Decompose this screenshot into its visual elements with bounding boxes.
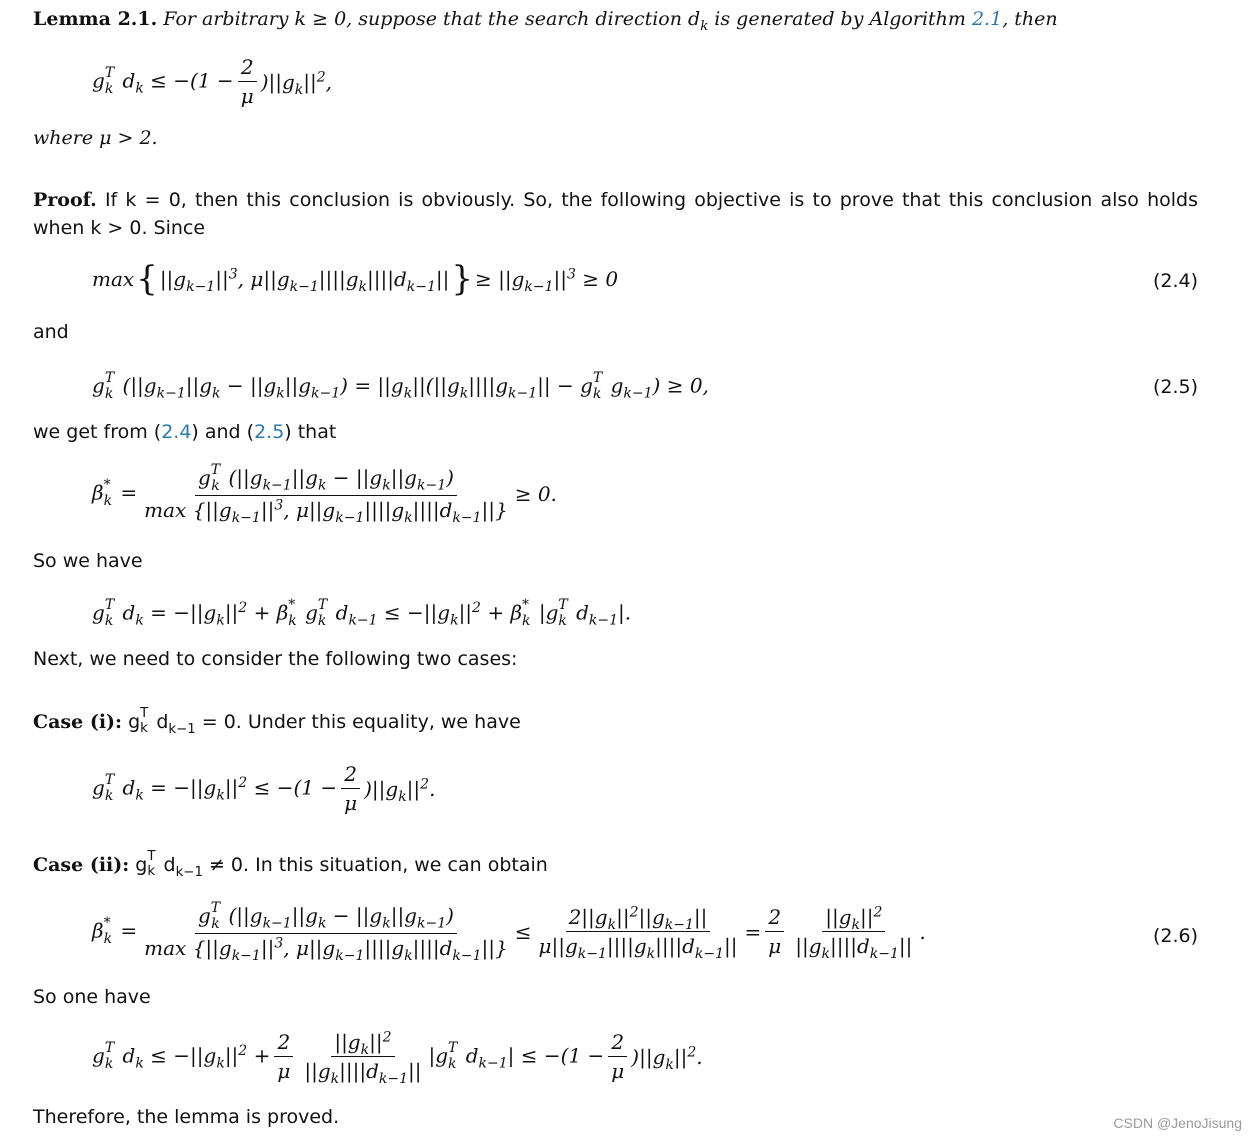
fraction bbox=[341, 762, 360, 815]
denominator: $||g_k||||d_{k-1}||$ bbox=[795, 934, 913, 962]
numerator: $2||g_k||^2||g_{k-1}||$ bbox=[566, 905, 711, 932]
we-get-text bbox=[33, 421, 336, 443]
denominator: μ bbox=[240, 84, 254, 108]
numerator: $||g_k||^2$ bbox=[822, 905, 885, 932]
equation-final bbox=[92, 1029, 703, 1087]
case-2 bbox=[33, 849, 548, 880]
eq-part: g T k $d_k = -||g_k||^2 \le -(1$ − bbox=[92, 771, 338, 804]
eq-part: g T k $d_k \le -||g_k||^2$ + bbox=[92, 1039, 271, 1072]
fraction bbox=[301, 1029, 424, 1087]
eq-part: β * k = bbox=[92, 914, 138, 947]
text: we get from ( bbox=[33, 421, 162, 443]
numerator: 2 bbox=[341, 762, 360, 789]
text: ) that bbox=[284, 421, 337, 443]
eq-part: g T k $d_k = -||g_k||^2 + \beta$ * k g T k $d_{k-1} \le -||g_k||^2 + \beta$ * k |g T k $d_{k-1}|$. bbox=[92, 597, 632, 629]
case-text: g T k $d_{k-1} = 0$. Under this equality, we have bbox=[122, 706, 521, 737]
numerator: g T k $(||g_{k-1}||g_k - ||g_k||g_{k-1})$ bbox=[195, 465, 457, 496]
denominator: $\max \{||g_{k-1}||^3$, $\mu||g_{k-1}||||g_k||||d_{k-1}||$} bbox=[144, 497, 508, 526]
eq-part: )$||g_k||^2$, bbox=[260, 68, 333, 98]
eq-part: $||g_{k-1}||^3$, $\mu||g_{k-1}||||g_k||||d_{k-1}||$ bbox=[159, 266, 450, 295]
equation-link-2-4[interactable]: 2.4 bbox=[161, 421, 192, 443]
watermark: CSDN @JenoJisung bbox=[1113, 1115, 1242, 1131]
fraction bbox=[238, 55, 257, 108]
lemma-label: Lemma 2.1. bbox=[33, 8, 158, 30]
eq-part: )$||g_k||^2$. bbox=[364, 775, 436, 805]
numerator: 2 bbox=[608, 1030, 627, 1057]
numerator: g T k $(||g_{k-1}||g_k - ||g_k||g_{k-1})$ bbox=[195, 903, 457, 934]
fraction bbox=[608, 1030, 627, 1083]
denominator: $||g_k||||d_{k-1}||$ bbox=[304, 1059, 422, 1087]
proof-paragraph bbox=[33, 186, 1198, 242]
denominator: μ bbox=[277, 1059, 291, 1083]
denominator: μ bbox=[344, 791, 358, 815]
denominator: μ bbox=[768, 934, 782, 958]
eq-part: . bbox=[919, 919, 926, 944]
equation-2-5 bbox=[92, 370, 709, 402]
eq-part: |g T k $d_{k-1}| \le -(1$ − bbox=[428, 1039, 605, 1072]
proof-text: If k = 0, then this conclusion is obviously. So, the following objective is to prove that this conclusion also holds when k > 0. Since bbox=[33, 189, 1198, 239]
eq-part: ≥ 0. bbox=[514, 481, 557, 506]
fraction bbox=[141, 462, 511, 526]
fraction bbox=[141, 900, 511, 964]
so-one-have-text: So one have bbox=[33, 986, 151, 1008]
and-text: and bbox=[33, 321, 69, 343]
eq-part: )$||g_k||^2$. bbox=[631, 1043, 703, 1073]
fraction bbox=[765, 905, 784, 958]
equation-number-2-5: (2.5) bbox=[1152, 376, 1198, 398]
conclusion-text: Therefore, the lemma is proved. bbox=[33, 1106, 340, 1128]
operator: = bbox=[744, 919, 762, 944]
eq-part: β * k = bbox=[92, 476, 138, 509]
eq-part: g T k $(||g_{k-1}||g_k - ||g_k||g_{k-1}) = ||g_k||(||g_k||||g_{k-1}|| - g$ T k $g_{k-1}) \ge 0$, bbox=[92, 370, 709, 402]
numerator: 2 bbox=[238, 55, 257, 82]
equation-gd bbox=[92, 597, 632, 629]
fraction bbox=[792, 904, 915, 962]
equation-beta bbox=[92, 462, 557, 526]
fraction bbox=[274, 1030, 293, 1083]
equation-number-2-6: (2.6) bbox=[1152, 925, 1198, 947]
case-text: g T k $d_{k-1} \ne 0$. In this situation, we can obtain bbox=[129, 849, 548, 880]
equation-2-4 bbox=[92, 259, 619, 299]
lemma-text-end: , then bbox=[1002, 8, 1058, 30]
equation-case-1 bbox=[92, 762, 435, 815]
equation-number-2-4: (2.4) bbox=[1152, 270, 1198, 292]
numerator: 2 bbox=[765, 905, 784, 932]
denominator: μ bbox=[611, 1059, 625, 1083]
right-brace: } bbox=[451, 259, 474, 299]
equation-lemma bbox=[92, 55, 332, 108]
equation-link-2-5[interactable]: 2.5 bbox=[254, 421, 285, 443]
algorithm-link[interactable]: 2.1 bbox=[971, 8, 1003, 30]
numerator: $||g_k||^2$ bbox=[331, 1030, 394, 1057]
denominator: $\mu||g_{k-1}||||g_k||||d_{k-1}||$ bbox=[538, 934, 738, 962]
next-text: Next, we need to consider the following two cases: bbox=[33, 648, 518, 670]
eq-part: ≥ $||g_{k-1}||^3 \ge 0$ bbox=[475, 266, 619, 295]
case-label: Case (ii): bbox=[33, 853, 130, 876]
lemma-text: For arbitrary k ≥ 0, suppose that the search direction $d_k$ is generated by Algorithm bbox=[157, 8, 972, 34]
so-we-have-text: So we have bbox=[33, 550, 143, 572]
lemma-statement bbox=[33, 8, 1058, 34]
left-brace: { bbox=[136, 259, 158, 299]
denominator: $\max \{||g_{k-1}||^3$, $\mu||g_{k-1}||||g_k||||d_{k-1}||$} bbox=[144, 935, 508, 964]
eq-part: g T k $d_k \le -(1$ − bbox=[92, 64, 234, 97]
where-clause: where μ > 2. bbox=[33, 127, 158, 149]
equation-2-6 bbox=[92, 900, 926, 964]
max-operator: max bbox=[92, 267, 135, 291]
case-label: Case (i): bbox=[33, 710, 123, 733]
case-1 bbox=[33, 706, 521, 737]
fraction bbox=[535, 904, 740, 962]
operator: ≤ bbox=[514, 919, 532, 944]
text: ) and ( bbox=[191, 421, 255, 443]
numerator: 2 bbox=[274, 1030, 293, 1057]
proof-label: Proof. bbox=[33, 189, 97, 211]
